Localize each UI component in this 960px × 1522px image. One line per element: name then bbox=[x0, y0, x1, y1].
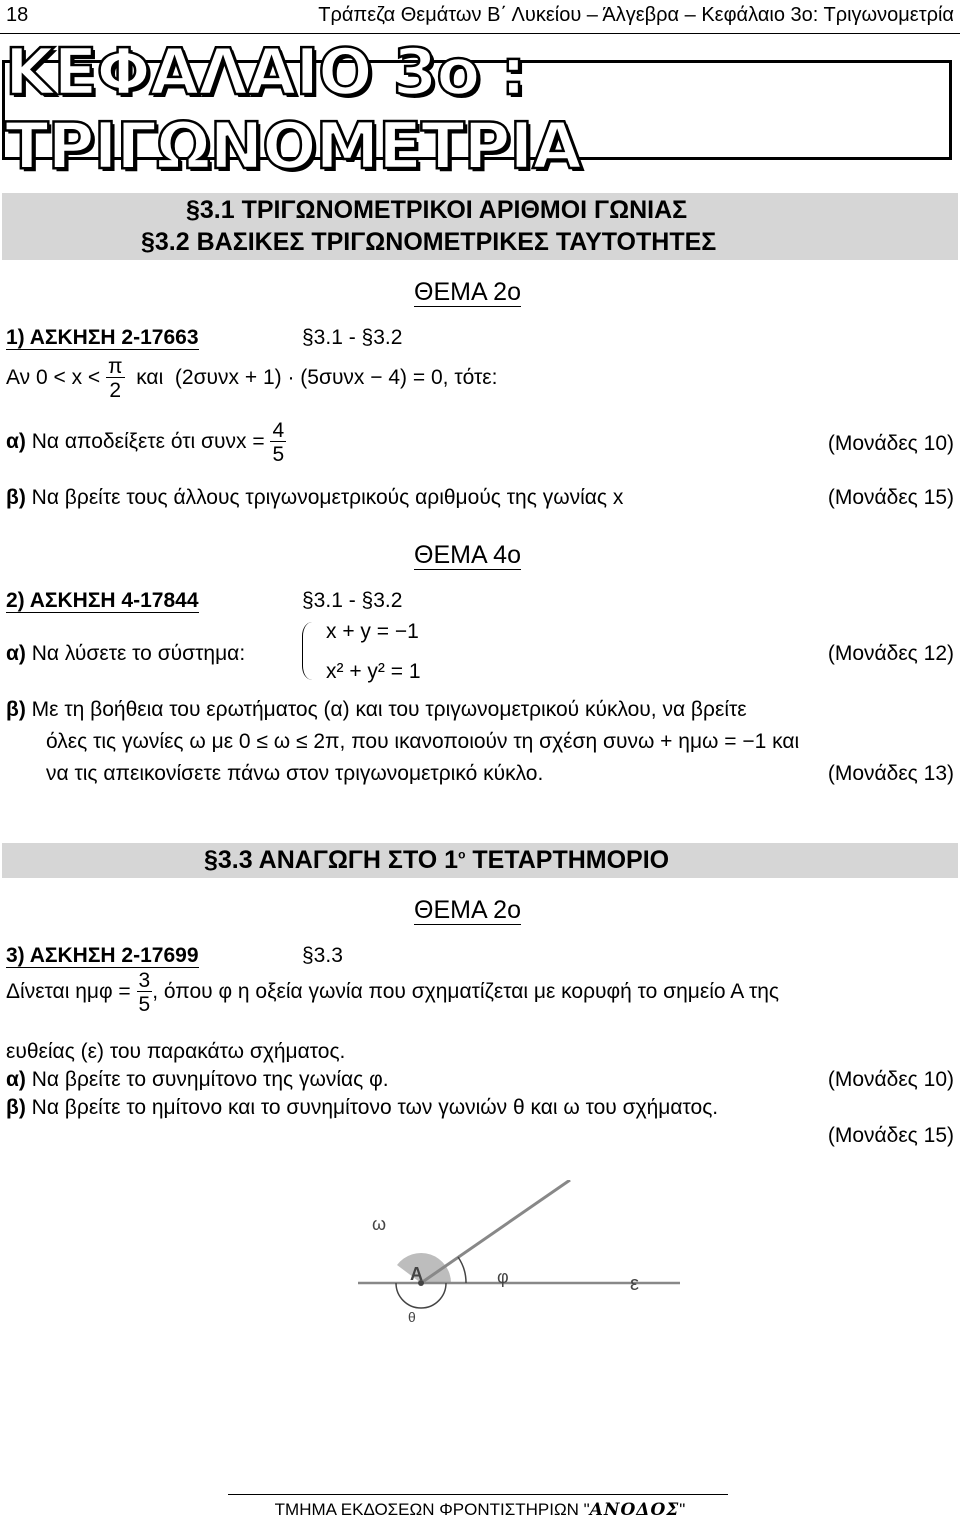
exercise-statement bbox=[6, 356, 498, 401]
marks: (Μονάδες 10) bbox=[827, 1068, 954, 1091]
chapter-banner bbox=[2, 36, 952, 184]
question-text: Να λύσετε το σύστημα: bbox=[31, 642, 246, 665]
ray-from-a bbox=[421, 1180, 570, 1283]
question-text: Να αποδείξετε ότι συνx = bbox=[31, 430, 265, 454]
running-header: Τράπεζα Θεμάτων Β΄ Λυκείου – Άλγεβρα – Κεφάλαιο 3ο: Τριγωνομετρία bbox=[318, 4, 954, 26]
statement-text: και bbox=[136, 366, 164, 390]
section-title-text: §3.3 ΑΝΑΓΩΓΗ ΣΤΟ 1 bbox=[204, 846, 459, 874]
question-label: β) bbox=[6, 698, 26, 721]
statement-text: ευθείας (ε) του παρακάτω σχήματος. bbox=[6, 1040, 346, 1063]
marks: (Μονάδες 15) bbox=[827, 486, 954, 509]
label-theta: θ bbox=[408, 1309, 416, 1325]
geometry-figure bbox=[350, 1180, 700, 1350]
footer bbox=[0, 1500, 960, 1520]
question-label: α) bbox=[6, 642, 26, 665]
system-equation-2: x² + y² = 1 bbox=[326, 660, 421, 683]
question-b bbox=[6, 1096, 718, 1120]
section-title-text: ΤΕΤΑΡΤΗΜΟΡΙΟ bbox=[465, 846, 670, 874]
chapter-title: ΚΕΦΑΛΑΙΟ 3ο : ΤΡΙΓΩΝΟΜΕΤΡΙΑ bbox=[5, 36, 581, 184]
question-b bbox=[6, 698, 747, 722]
fraction-denominator: 2 bbox=[106, 377, 125, 401]
fraction-numerator: 3 bbox=[138, 969, 151, 992]
label-omega: ω bbox=[372, 1214, 387, 1234]
label-phi: φ bbox=[497, 1267, 509, 1287]
label-epsilon: ε bbox=[630, 1273, 639, 1295]
fraction-pi-over-2 bbox=[106, 356, 125, 401]
question-text: Να βρείτε τους άλλους τριγωνομετρικούς αριθμούς της γωνίας x bbox=[31, 486, 624, 509]
exercise-statement bbox=[6, 970, 779, 1015]
footer-brand: ΑΝΟΔΟΣ bbox=[589, 1500, 680, 1520]
marks: (Μονάδες 10) bbox=[827, 432, 954, 455]
header-rule bbox=[0, 33, 960, 34]
exercise-theme: ΘΕΜΑ 2ο bbox=[414, 278, 521, 306]
fraction-4-over-5 bbox=[270, 420, 286, 465]
superscript: ο bbox=[458, 847, 466, 862]
question-label: α) bbox=[6, 1068, 26, 1091]
section-reference: §3.1 - §3.2 bbox=[302, 326, 403, 349]
fraction-3-over-5 bbox=[137, 970, 153, 1015]
system-equation-1: x + y = −1 bbox=[326, 620, 419, 643]
equation: (2συνx + 1) · (5συνx − 4) = 0 bbox=[174, 366, 443, 390]
exercise-title: 2) ΑΣΚΗΣΗ 4-17844 bbox=[6, 589, 199, 612]
page-number: 18 bbox=[6, 4, 29, 26]
exercise-title: 1) ΑΣΚΗΣΗ 2-17663 bbox=[6, 326, 199, 349]
section-title-3-3 bbox=[204, 846, 669, 875]
statement-text: , τότε: bbox=[442, 366, 498, 390]
footer-text: " bbox=[679, 1500, 686, 1519]
statement-text: Αν 0 < x < bbox=[6, 366, 101, 390]
question-a bbox=[6, 642, 245, 666]
footer-text: ΤΜΗΜΑ ΕΚΔΟΣΕΩΝ ΦΡΟΝΤΙΣΤΗΡΙΩΝ " bbox=[274, 1500, 590, 1519]
question-text: να τις απεικονίσετε πάνω στον τριγωνομετρικό κύκλο. bbox=[46, 762, 544, 785]
section-reference: §3.3 bbox=[302, 944, 343, 967]
question-text: Να βρείτε το συνημίτονο της γωνίας φ. bbox=[31, 1068, 389, 1091]
system-brace bbox=[302, 622, 313, 680]
exercise-title: 3) ΑΣΚΗΣΗ 2-17699 bbox=[6, 944, 199, 967]
section-reference: §3.1 - §3.2 bbox=[302, 589, 403, 612]
label-a: Α bbox=[410, 1264, 423, 1284]
question-b bbox=[6, 486, 623, 510]
footer-rule bbox=[228, 1494, 728, 1495]
statement-text: Δίνεται ημφ = bbox=[6, 980, 131, 1004]
fraction-denominator: 5 bbox=[138, 993, 151, 1016]
angle-phi-arc bbox=[458, 1257, 466, 1283]
statement-text: , όπου φ η οξεία γωνία που σχηματίζεται με κορυφή το σημείο Α της bbox=[152, 980, 780, 1004]
question-label: β) bbox=[6, 1096, 26, 1119]
exercise-theme: ΘΕΜΑ 2ο bbox=[414, 896, 521, 924]
question-a bbox=[6, 1068, 389, 1092]
marks: (Μονάδες 15) bbox=[827, 1124, 954, 1147]
question-a bbox=[6, 420, 286, 465]
marks: (Μονάδες 12) bbox=[827, 642, 954, 665]
angle-theta-arc bbox=[396, 1283, 446, 1308]
question-text: Να βρείτε το ημίτονο και το συνημίτονο των γωνιών θ και ω του σχήματος. bbox=[31, 1096, 719, 1119]
fraction-denominator: 5 bbox=[272, 443, 285, 466]
section-title-3-1: §3.1 ΤΡΙΓΩΝΟΜΕΤΡΙΚΟΙ ΑΡΙΘΜΟΙ ΓΩΝΙΑΣ bbox=[186, 196, 688, 224]
fraction-numerator: π bbox=[108, 355, 123, 378]
question-label: α) bbox=[6, 430, 26, 454]
question-text: όλες τις γωνίες ω με 0 ≤ ω ≤ 2π, που ικανοποιούν τη σχέση συνω + ημω = −1 και bbox=[46, 730, 800, 753]
exercise-theme: ΘΕΜΑ 4ο bbox=[414, 541, 521, 569]
question-label: β) bbox=[6, 486, 26, 509]
question-text: Με τη βοήθεια του ερωτήματος (α) και του τριγωνομετρικού κύκλου, να βρείτε bbox=[31, 698, 747, 721]
marks: (Μονάδες 13) bbox=[827, 762, 954, 785]
section-title-3-2: §3.2 ΒΑΣΙΚΕΣ ΤΡΙΓΩΝΟΜΕΤΡΙΚΕΣ ΤΑΥΤΟΤΗΤΕΣ bbox=[141, 228, 717, 256]
fraction-numerator: 4 bbox=[272, 419, 285, 442]
